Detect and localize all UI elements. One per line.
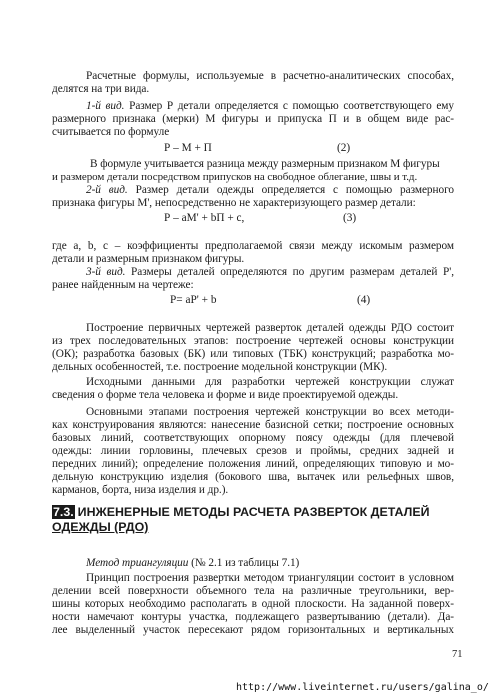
- formula-3-number: (3): [343, 212, 357, 224]
- intro-line-2: делятся на три вида.: [52, 83, 150, 95]
- footer-url[interactable]: http://www.liveinternet.ru/users/galina_o/: [236, 682, 489, 693]
- formula-2-note-line-1: В формуле учитывается разница между размерным признаком М фигуры: [90, 158, 440, 170]
- section-number: 7.3.: [53, 505, 74, 519]
- main-line-1: Основными этапами построения чертежей конструкции во всех методи-: [86, 406, 454, 418]
- type2-line-1: [86, 184, 454, 197]
- triangulation-line-1: Принцип построения развертки методом триангуляции состоит в условном: [86, 572, 454, 584]
- main-line-3: базовых линий, соответствующих опорному поясу одежды (для плечевой: [52, 432, 454, 444]
- type1-text: Размер Р детали определяется с помощью соответствующего ему: [124, 100, 454, 112]
- stages-line-2: из трех последовательных этапов: построение чертежей основы конструкции: [52, 335, 454, 347]
- intro-line-1: Расчетные формулы, используемые в расчетно-аналитических способах,: [86, 70, 454, 82]
- formula-2-number: (2): [337, 142, 351, 154]
- stages-line-1: Построение первичных чертежей разверток деталей одежды РДО состоит: [86, 322, 454, 334]
- formula-4: Р= аР' + b: [170, 294, 217, 306]
- section-heading: [52, 505, 462, 535]
- main-line-4: одежды: линии горловины, плечевых срезов и проймы, средних задней и: [52, 445, 454, 457]
- stages-line-3: (ОК); разработка базовых (БК) или типовых (ТБК) конструкций; разработка мо-: [52, 348, 454, 360]
- triangulation-line-5: лее выделенный участок пересекают рядом горизонтальных и вертикальных: [52, 624, 454, 636]
- section-title-line-1: ИНЖЕНЕРНЫЕ МЕТОДЫ РАСЧЕТА РАЗВЕРТОК ДЕТАЛЕЙ: [77, 505, 430, 519]
- type2-label: 2-й вид.: [86, 184, 128, 196]
- formula-2-note-line-2: и размером детали посредством припусков на свободное облегание, швы и т.д.: [52, 171, 418, 183]
- triangulation-table-ref: (№ 2.1 из таблицы 7.1): [188, 557, 300, 569]
- type1-label: 1-й вид.: [86, 100, 125, 112]
- data-line-1: Исходными данными для разработки чертежей конструкции служат: [86, 376, 454, 388]
- triangulation-line-3: шины которых необходимо располагать в одной плоскости. На заданной поверх-: [52, 598, 454, 610]
- type1-line-1: [86, 100, 454, 113]
- formula-4-number: (4): [357, 294, 371, 306]
- triangulation-line-2: делении всей поверхности объемного тела на различные треугольники, вер-: [52, 585, 454, 597]
- type3-text: Размеры деталей определяются по другим размерам деталей Р',: [125, 266, 454, 278]
- type1-line-2: размерного признака (мерки) М фигуры и припуска П и в общем виде рас-: [52, 113, 454, 125]
- triangulation-title-line: [86, 557, 454, 570]
- formula-2: Р – М + П: [164, 142, 212, 154]
- main-line-6: дельную конструкцию изделия (бокового шва, вытачек или рельефных швов,: [52, 471, 454, 483]
- section-title-line-2: ОДЕЖДЫ (РДО): [52, 520, 149, 534]
- main-line-5: передних линий); определение положения линий, определяющих типовую и мо-: [52, 458, 454, 470]
- data-line-2: сведения о форме тела человека и форме и виде проектируемой одежды.: [52, 389, 399, 401]
- main-line-2: ках конструирования являются: нанесение базисной сетки; построение основных: [52, 419, 454, 431]
- page-number: 71: [452, 649, 463, 660]
- triangulation-line-4: ности намечают контуры участка, подлежащего развертыванию (детали). Да-: [52, 611, 454, 623]
- formula-3-note-line-2: детали и размерным признаком фигуры.: [52, 253, 245, 265]
- type3-line-1: [86, 266, 454, 279]
- type2-text: Размер детали одежды определяется с помощью размерного: [127, 184, 454, 196]
- type3-line-2: ранее найденным на чертеже:: [52, 279, 194, 291]
- type3-label: 3-й вид.: [86, 266, 126, 278]
- main-line-7: карманов, борта, низа изделия и др.).: [52, 484, 229, 496]
- type1-line-3: считывается по формуле: [52, 126, 170, 138]
- formula-3: Р – аМ' + bП + с,: [164, 212, 245, 224]
- stages-line-4: дельных особенностей, т.е. построение модельной конструкции (МК).: [52, 361, 388, 373]
- type2-line-2: признака фигуры М', непосредственно не характеризующего размер детали:: [52, 197, 416, 209]
- triangulation-method-label: Метод триангуляции: [86, 557, 189, 569]
- formula-3-note-line-1: где а, b, с – коэффициенты предполагаемой связи между искомым размером: [52, 240, 454, 252]
